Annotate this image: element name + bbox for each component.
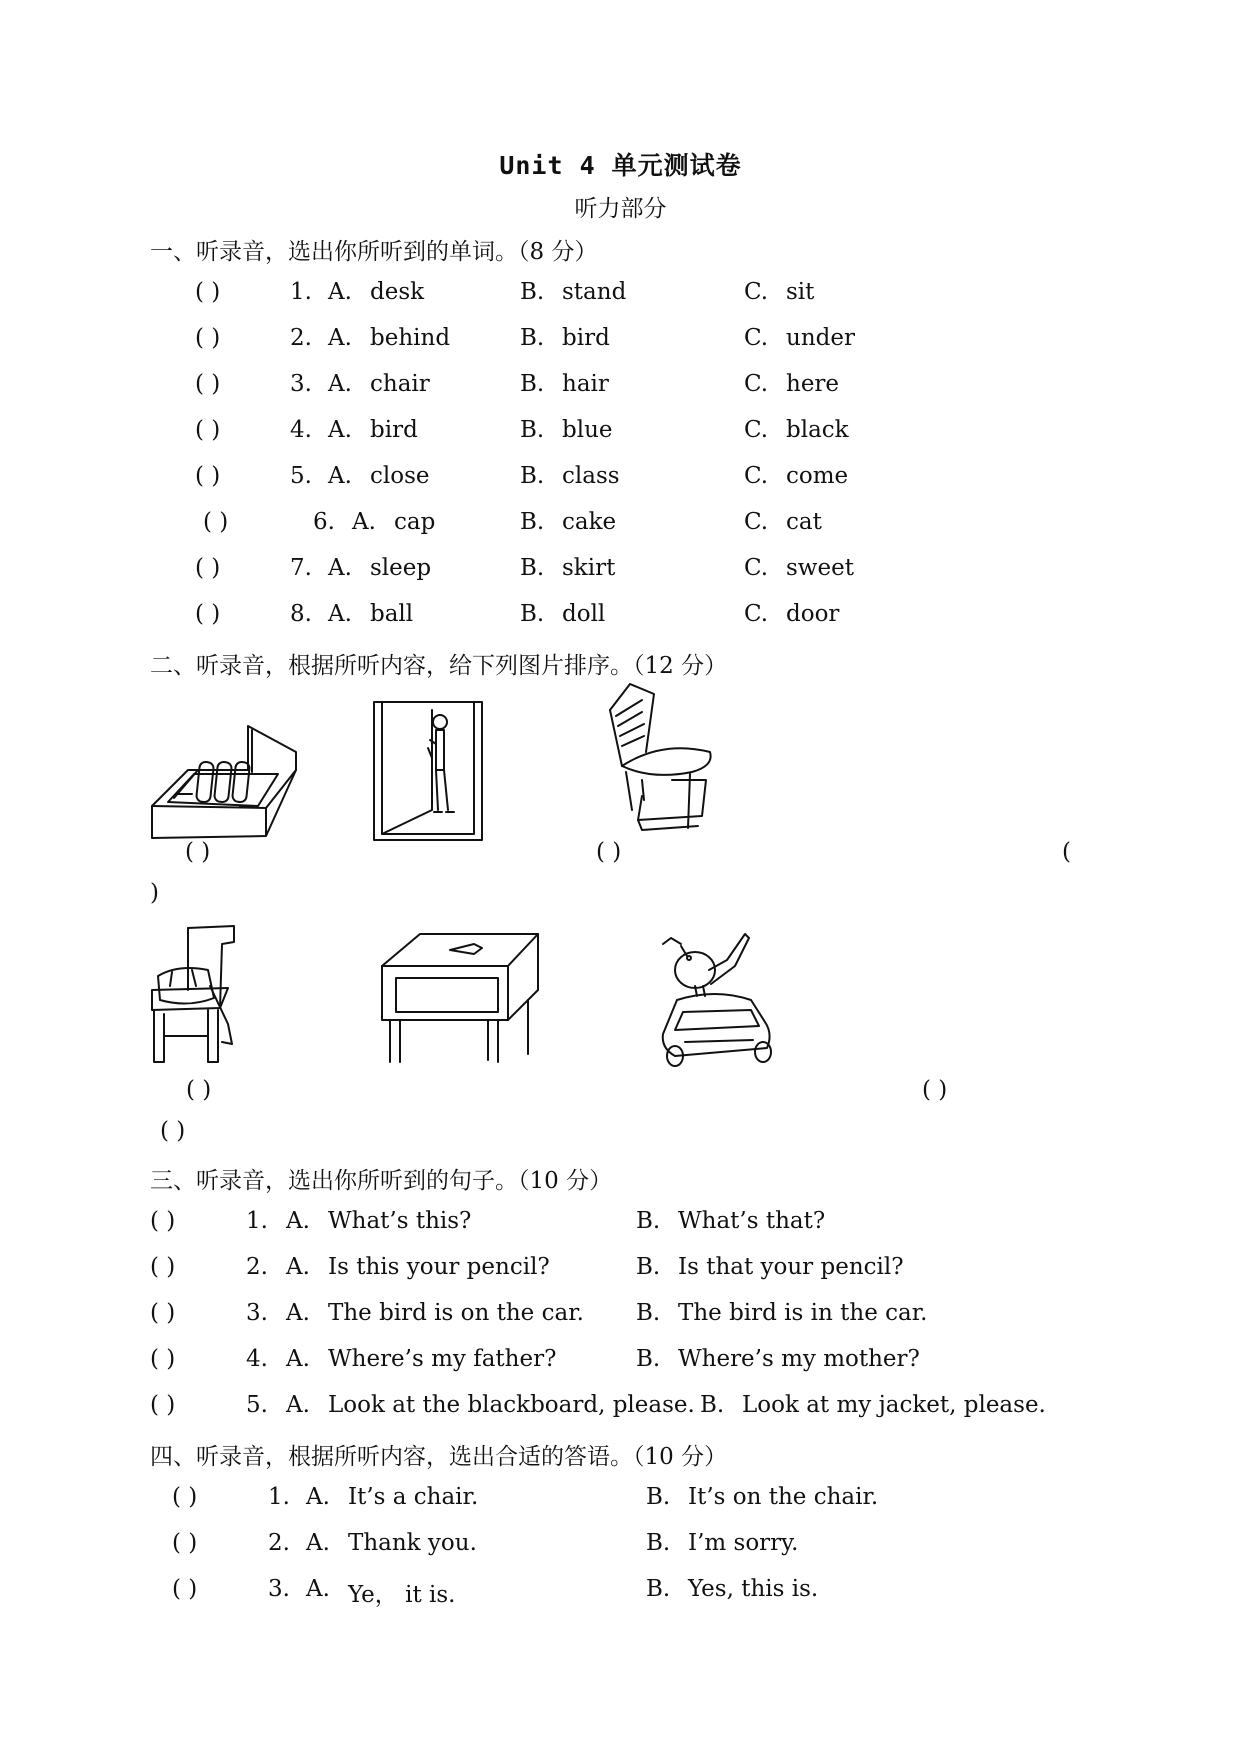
- option-b-text: I’m sorry.: [688, 1530, 799, 1556]
- picture-wrap-bracket-close: ): [150, 880, 159, 906]
- option-b-letter: B.: [520, 325, 545, 351]
- option-b-letter: B.: [520, 555, 545, 581]
- option-a-letter: A.: [328, 601, 352, 627]
- section1-heading: 一、听录音，选出你所听到的单词。（8 分）: [150, 239, 598, 265]
- section3-heading: 三、听录音，选出你所听到的句子。（10 分）: [150, 1168, 613, 1194]
- answer-bracket[interactable]: ( ): [203, 509, 229, 535]
- option-c-text: cat: [786, 509, 822, 535]
- option-b-text: bird: [562, 325, 610, 351]
- option-b-text: It’s on the chair.: [688, 1484, 879, 1510]
- question-number: 3.: [268, 1576, 290, 1602]
- page-title: Unit 4 单元测试卷: [499, 151, 742, 180]
- option-a-text: Ye， it is.: [348, 1582, 456, 1608]
- answer-bracket[interactable]: ( ): [150, 1254, 176, 1280]
- option-b-letter: B.: [646, 1484, 671, 1510]
- option-a-text: sleep: [370, 555, 432, 581]
- picture-6-bracket[interactable]: ( ): [160, 1118, 186, 1144]
- option-a-letter: A.: [286, 1300, 310, 1326]
- option-a-letter: A.: [286, 1254, 310, 1280]
- bird-on-car-picture: [655, 930, 785, 1070]
- option-c-letter: C.: [744, 555, 769, 581]
- answer-bracket[interactable]: ( ): [150, 1300, 176, 1326]
- pencil-on-desk-picture: [378, 930, 543, 1070]
- question-number: 1.: [290, 279, 312, 305]
- option-a-letter: A.: [328, 555, 352, 581]
- option-c-text: sweet: [786, 555, 854, 581]
- option-b-letter: B.: [646, 1576, 671, 1602]
- option-b-letter: B.: [520, 417, 545, 443]
- option-a-text: desk: [370, 279, 425, 305]
- option-a-text: cap: [394, 509, 436, 535]
- option-b-letter: B.: [700, 1392, 725, 1418]
- answer-bracket[interactable]: ( ): [195, 325, 221, 351]
- option-c-letter: C.: [744, 509, 769, 535]
- option-a-letter: A.: [328, 325, 352, 351]
- option-b-letter: B.: [520, 601, 545, 627]
- option-c-letter: C.: [744, 601, 769, 627]
- option-b-text: stand: [562, 279, 627, 305]
- option-a-text: Thank you.: [348, 1530, 477, 1556]
- answer-bracket[interactable]: ( ): [172, 1530, 198, 1556]
- option-a-letter: A.: [306, 1484, 330, 1510]
- option-b-letter: B.: [520, 463, 545, 489]
- chair-with-box-picture: [602, 680, 722, 840]
- pencil-box-picture: [148, 690, 298, 840]
- question-number: 6.: [313, 509, 335, 535]
- option-a-letter: A.: [306, 1576, 330, 1602]
- option-b-letter: B.: [520, 509, 545, 535]
- question-number: 4.: [290, 417, 312, 443]
- option-b-letter: B.: [636, 1300, 661, 1326]
- answer-bracket[interactable]: ( ): [172, 1484, 198, 1510]
- option-b-text: Is that your pencil?: [678, 1254, 904, 1280]
- option-a-text: bird: [370, 417, 418, 443]
- option-b-text: Look at my jacket, please.: [742, 1392, 1046, 1418]
- option-b-text: Where’s my mother?: [678, 1346, 920, 1372]
- option-a-letter: A.: [286, 1392, 310, 1418]
- picture-1-bracket[interactable]: ( ): [185, 839, 211, 865]
- answer-bracket[interactable]: ( ): [195, 555, 221, 581]
- option-a-text: It’s a chair.: [348, 1484, 479, 1510]
- option-c-text: door: [786, 601, 840, 627]
- option-b-letter: B.: [636, 1208, 661, 1234]
- option-a-text: close: [370, 463, 430, 489]
- question-number: 1.: [246, 1208, 268, 1234]
- option-a-text: behind: [370, 325, 451, 351]
- bag-on-chair-picture: [148, 920, 248, 1070]
- option-a-text: Where’s my father?: [328, 1346, 557, 1372]
- answer-bracket[interactable]: ( ): [195, 601, 221, 627]
- picture-3-bracket[interactable]: ( ): [596, 839, 622, 865]
- option-b-text: What’s that?: [678, 1208, 826, 1234]
- answer-bracket[interactable]: ( ): [150, 1346, 176, 1372]
- option-c-text: here: [786, 371, 840, 397]
- section4-heading: 四、听录音，根据所听内容，选出合适的答语。（10 分）: [150, 1444, 728, 1470]
- option-b-letter: B.: [636, 1346, 661, 1372]
- option-b-letter: B.: [636, 1254, 661, 1280]
- section2-heading: 二、听录音，根据所听内容，给下列图片排序。（12 分）: [150, 653, 728, 679]
- option-a-letter: A.: [352, 509, 376, 535]
- page-subtitle: 听力部分: [574, 196, 667, 222]
- answer-bracket[interactable]: ( ): [195, 371, 221, 397]
- option-b-letter: B.: [646, 1530, 671, 1556]
- question-number: 5.: [290, 463, 312, 489]
- answer-bracket[interactable]: ( ): [195, 417, 221, 443]
- option-b-text: hair: [562, 371, 609, 397]
- answer-bracket[interactable]: ( ): [150, 1392, 176, 1418]
- boy-behind-door-picture: [372, 700, 487, 845]
- question-number: 7.: [290, 555, 312, 581]
- option-a-letter: A.: [328, 279, 352, 305]
- option-a-text: The bird is on the car.: [328, 1300, 584, 1326]
- option-c-text: under: [786, 325, 855, 351]
- option-b-text: class: [562, 463, 620, 489]
- option-b-letter: B.: [520, 279, 545, 305]
- option-c-letter: C.: [744, 417, 769, 443]
- option-c-letter: C.: [744, 463, 769, 489]
- question-number: 2.: [290, 325, 312, 351]
- picture-4-bracket[interactable]: ( ): [186, 1077, 212, 1103]
- question-number: 2.: [246, 1254, 268, 1280]
- option-a-letter: A.: [328, 417, 352, 443]
- question-number: 5.: [246, 1392, 268, 1418]
- answer-bracket[interactable]: ( ): [195, 279, 221, 305]
- question-number: 3.: [290, 371, 312, 397]
- question-number: 1.: [268, 1484, 290, 1510]
- option-a-letter: A.: [328, 371, 352, 397]
- option-a-text: chair: [370, 371, 430, 397]
- option-b-letter: B.: [520, 371, 545, 397]
- option-a-letter: A.: [328, 463, 352, 489]
- option-b-text: cake: [562, 509, 617, 535]
- answer-bracket[interactable]: ( ): [172, 1576, 198, 1602]
- option-b-text: The bird is in the car.: [678, 1300, 928, 1326]
- picture-wrap-bracket-open[interactable]: (: [1062, 839, 1071, 865]
- picture-5-bracket[interactable]: ( ): [922, 1077, 948, 1103]
- question-number: 2.: [268, 1530, 290, 1556]
- question-number: 8.: [290, 601, 312, 627]
- option-a-text: What’s this?: [328, 1208, 472, 1234]
- option-b-text: doll: [562, 601, 606, 627]
- option-b-text: Yes, this is.: [688, 1576, 819, 1602]
- question-number: 3.: [246, 1300, 268, 1326]
- option-a-text: ball: [370, 601, 414, 627]
- option-c-text: black: [786, 417, 849, 443]
- answer-bracket[interactable]: ( ): [195, 463, 221, 489]
- answer-bracket[interactable]: ( ): [150, 1208, 176, 1234]
- option-a-letter: A.: [286, 1208, 310, 1234]
- option-c-letter: C.: [744, 325, 769, 351]
- option-a-text: Is this your pencil?: [328, 1254, 550, 1280]
- option-c-text: come: [786, 463, 849, 489]
- option-b-text: blue: [562, 417, 613, 443]
- option-b-text: skirt: [562, 555, 616, 581]
- option-c-text: sit: [786, 279, 815, 305]
- option-a-text: Look at the blackboard, please.: [328, 1392, 695, 1418]
- option-a-letter: A.: [286, 1346, 310, 1372]
- question-number: 4.: [246, 1346, 268, 1372]
- option-c-letter: C.: [744, 371, 769, 397]
- option-a-letter: A.: [306, 1530, 330, 1556]
- option-c-letter: C.: [744, 279, 769, 305]
